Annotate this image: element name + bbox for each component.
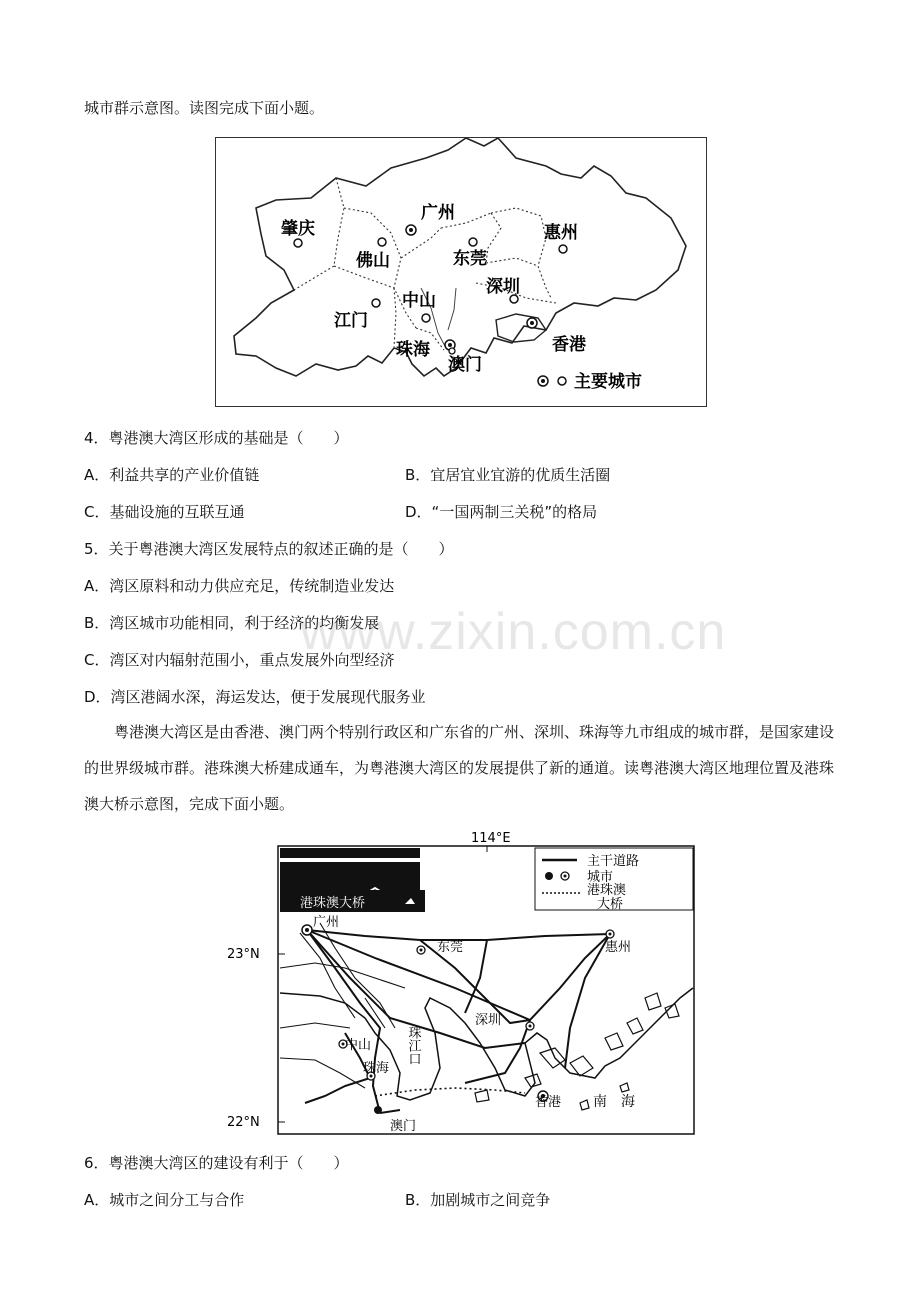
svg-text:主要城市: 主要城市 [574, 372, 642, 392]
svg-text:港珠澳: 港珠澳 [587, 883, 627, 898]
q4-option-c: C．基础设施的互联互通 [84, 503, 245, 521]
inset-bridge-photo [280, 848, 425, 912]
svg-text:香港: 香港 [552, 335, 586, 355]
q4-stem: 4．粤港澳大湾区形成的基础是（ ） [84, 429, 349, 447]
svg-text:广州: 广州 [421, 203, 455, 223]
city-jiangmen [334, 299, 380, 331]
city-shenzhen [486, 276, 520, 303]
svg-text:港珠澳大桥: 港珠澳大桥 [300, 896, 366, 911]
svg-text:澳门: 澳门 [390, 1119, 417, 1134]
city-marker [294, 239, 302, 247]
svg-text:东莞: 东莞 [453, 249, 487, 269]
bridge-map-svg [225, 828, 700, 1138]
q4-option-a: A．利益共享的产业价值链 [84, 466, 260, 484]
svg-text:东莞: 东莞 [437, 940, 464, 955]
svg-text:澳门: 澳门 [448, 355, 482, 375]
city-zhuhai [396, 339, 455, 360]
q5-option-c: C．湾区对内辐射范围小，重点发展外向型经济 [84, 651, 395, 669]
watermark: www.zixin.com.cn [300, 603, 727, 661]
nanhai-label: 南 海 [593, 1094, 635, 1110]
intro-line: 城市群示意图。读图完成下面小题。 [84, 99, 325, 117]
q6-option-a: A．城市之间分工与合作 [84, 1191, 245, 1209]
map1-legend [538, 371, 642, 392]
svg-text:广州: 广州 [313, 915, 340, 930]
svg-text:香港: 香港 [535, 1095, 562, 1110]
svg-text:珠海: 珠海 [396, 340, 430, 360]
svg-text:深圳: 深圳 [475, 1013, 502, 1028]
q6-stem: 6．粤港澳大湾区的建设有利于（ ） [84, 1154, 349, 1172]
svg-text:佛山: 佛山 [356, 251, 390, 271]
svg-text:中山: 中山 [402, 291, 436, 311]
city-cluster-map-svg [216, 138, 706, 406]
map2-legend [535, 848, 693, 912]
passage-text: 粤港澳大湾区是由香港、澳门两个特别行政区和广东省的广州、深圳、珠海等九市组成的城市群，是国家建设的世界级城市群。港珠澳大桥建成通车，为粤港澳大湾区的发展提供了新的通道。读粤港澳大湾区地理位置及港珠澳大桥示意图，完成下面小题。 [84, 723, 835, 813]
lat-bottom-label: 22°N [227, 1115, 260, 1130]
city-guangzhou [406, 202, 455, 235]
city-symbol-icon [558, 377, 566, 385]
city-zhaoqing [281, 218, 315, 247]
svg-text:惠州: 惠州 [544, 223, 578, 243]
svg-text:江门: 江门 [334, 311, 368, 331]
lat-top-label: 23°N [227, 947, 260, 962]
svg-text:珠海: 珠海 [363, 1061, 390, 1076]
city-zhongshan [402, 290, 436, 322]
city-cluster-map [215, 137, 707, 407]
q4-option-b: B．宜居宜业宜游的优质生活圈 [405, 466, 611, 484]
q4-option-d: D．“一国两制三关税”的格局 [405, 503, 598, 521]
svg-text:中山: 中山 [345, 1038, 372, 1053]
zhujiangkou-label [406, 1025, 422, 1065]
q5-option-d: D．湾区港阔水深，海运发达，便于发展现代服务业 [84, 688, 426, 706]
svg-text:城市: 城市 [587, 870, 614, 885]
svg-text:大桥: 大桥 [597, 897, 624, 912]
q6-option-b: B．加剧城市之间竞争 [405, 1191, 551, 1209]
city-foshan [356, 238, 390, 271]
city-dot-icon [545, 872, 553, 880]
q5-option-b: B．湾区城市功能相同，利于经济的均衡发展 [84, 614, 380, 632]
city-xianggang [527, 318, 586, 355]
svg-text:主干道路: 主干道路 [587, 854, 640, 869]
q5-option-a: A．湾区原料和动力供应充足，传统制造业发达 [84, 577, 395, 595]
city-huizhou [544, 222, 578, 253]
city-dongguan [453, 238, 487, 269]
svg-text:肇庆: 肇庆 [281, 219, 315, 239]
q5-stem: 5．关于粤港澳大湾区发展特点的叙述正确的是（ ） [84, 540, 454, 558]
svg-text:珠江口: 珠江口 [405, 1026, 421, 1065]
bridge-map [225, 828, 700, 1138]
lon-label: 114°E [471, 831, 511, 846]
svg-text:惠州: 惠州 [605, 940, 632, 955]
passage [84, 714, 834, 822]
svg-text:深圳: 深圳 [486, 277, 520, 297]
city-aomen [448, 348, 482, 375]
